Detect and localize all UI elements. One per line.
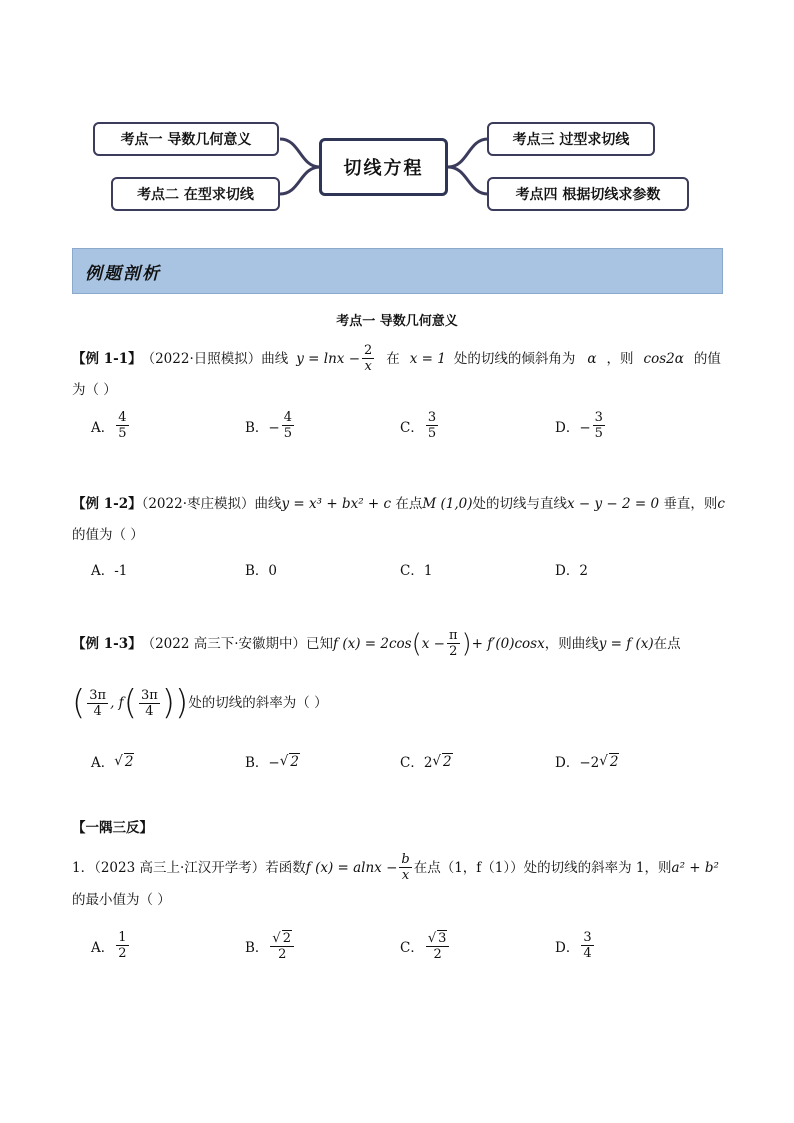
mindmap-center — [319, 138, 448, 196]
option-label: B．− — [245, 419, 280, 436]
radicand: 2 — [124, 753, 134, 770]
option-label: A． — [91, 939, 115, 956]
option-label: C． — [400, 419, 424, 436]
topic-label: 考点四 根据切线求参数 — [515, 187, 661, 203]
topic-box-4 — [487, 177, 689, 211]
example-source: （2022 高三下·安徽期中）已知 — [141, 635, 334, 652]
numerator: 3 — [427, 410, 437, 425]
topic-label: 考点一 导数几何意义 — [120, 132, 252, 148]
practice-q1-line2: 的最小值为（ ） — [72, 892, 171, 908]
option-d: D．2 — [555, 563, 588, 579]
denominator: 2 — [449, 644, 458, 659]
option-b: B． $\frac{√ 2}{2}$ — [245, 930, 296, 962]
numerator: 2 — [364, 343, 373, 358]
text: 在点 — [395, 496, 423, 512]
radicand: 3 — [438, 931, 447, 946]
option-c — [400, 410, 440, 441]
option-label: D．− — [555, 419, 591, 436]
topic-box-1 — [93, 122, 279, 156]
section-banner — [72, 248, 723, 294]
left-paren: ( — [72, 683, 86, 723]
topic-box-2 — [111, 177, 280, 211]
numerator: 1 — [118, 930, 127, 945]
option-label: C．2 — [400, 755, 433, 771]
numerator: 4 — [283, 410, 293, 425]
banner-title: 例题剖析 — [85, 264, 161, 284]
option-label: B．− — [245, 755, 280, 771]
option-a — [91, 930, 131, 961]
denominator: x — [401, 868, 410, 883]
numerator: 3π — [89, 687, 107, 703]
option-label: A． — [91, 419, 115, 436]
equation: y = x³ + bx² + c — [281, 496, 392, 512]
text: 在点（1，f（1））处的切线的斜率为 1，则 — [413, 859, 672, 876]
practice-q1-line1 — [72, 852, 719, 883]
option-d — [555, 930, 596, 961]
denominator: x — [364, 359, 372, 374]
text: ，则 — [606, 350, 634, 367]
topic-box-3 — [487, 122, 655, 156]
option-d — [555, 410, 607, 441]
topic-label: 考点三 过型求切线 — [512, 132, 630, 148]
option-b — [245, 410, 296, 441]
equation: x = 1 — [409, 350, 446, 367]
numerator: 4 — [118, 410, 127, 425]
option-a: A．-1 — [91, 563, 128, 579]
left-paren: ( — [411, 628, 422, 659]
denominator: 5 — [283, 426, 293, 441]
option-a: A． √ 2 — [91, 753, 134, 771]
text: 在点 — [653, 635, 681, 652]
denominator: 2 — [118, 946, 127, 961]
numerator: b — [401, 852, 410, 867]
option-a — [91, 410, 131, 441]
equation: x − y − 2 = 0 — [566, 496, 660, 512]
numerator: 3 — [594, 410, 603, 425]
equation: cos2α — [643, 350, 684, 367]
option-d: D．−2 √ 2 — [555, 753, 619, 771]
example-tag: 【例 1-3】 — [72, 635, 142, 652]
denominator: 5 — [427, 426, 437, 441]
topic-label: 考点二 在型求切线 — [137, 187, 254, 203]
denominator: 4 — [583, 946, 592, 961]
option-b: B．0 — [245, 563, 278, 579]
variable: c — [717, 496, 725, 512]
option-label: D．−2 — [555, 755, 600, 771]
equation: f (x) = 2cos — [333, 635, 412, 652]
equation: y = f (x) — [598, 635, 654, 652]
equation: a² + b² — [671, 859, 719, 876]
text: 处的切线的斜率为（ ） — [188, 695, 328, 711]
radicand: 2 — [282, 931, 291, 946]
example-1-2-line2: 的值为（ ） — [72, 527, 144, 543]
option-label: D． — [555, 939, 580, 956]
example-tag: 【例 1-2】 — [72, 496, 142, 512]
option-c: C．2 √ 2 — [400, 753, 452, 771]
denominator: 2 — [433, 947, 442, 962]
text: 的值 — [693, 350, 721, 367]
text: 处的切线与直线 — [472, 496, 567, 512]
text: 垂直，则 — [663, 496, 718, 512]
option-c: C． $\frac{√ 3}{2}$ — [400, 930, 451, 962]
radicand: 2 — [290, 753, 299, 770]
denominator: 5 — [118, 426, 127, 441]
center-label: 切线方程 — [343, 158, 424, 179]
question-prefix: 1．（2023 高三上·江汉开学考）若函数 — [72, 859, 306, 876]
practice-heading: 【一隅三反】 — [72, 820, 153, 836]
fraction — [362, 343, 374, 374]
radicand: 2 — [443, 753, 452, 770]
text: ，则曲线 — [544, 635, 599, 652]
left-paren: ( — [123, 683, 137, 723]
example-1-1-line2: 为（ ） — [72, 382, 117, 398]
denominator: 4 — [93, 703, 102, 719]
equation: x − — [421, 635, 445, 652]
option-b: B．− √ 2 — [245, 753, 299, 771]
example-source: （2022·枣庄模拟）曲线 — [141, 496, 282, 512]
radicand: 2 — [609, 753, 619, 770]
option-label: C． — [400, 940, 424, 956]
example-source: （2022·日照模拟）曲线 — [141, 350, 289, 367]
numerator: 3 — [583, 930, 592, 945]
equation: M (1,0) — [422, 496, 473, 512]
option-label: B． — [245, 940, 269, 956]
equation: y = lnx − — [296, 350, 360, 367]
numerator: 3π — [140, 687, 158, 703]
example-1-3-line1 — [72, 628, 681, 659]
right-paren: )) — [161, 683, 189, 723]
right-paren: ) — [461, 628, 472, 659]
example-1-3-line2 — [72, 683, 328, 723]
option-label: A． — [91, 755, 115, 771]
denominator: 2 — [278, 947, 287, 962]
denominator: 5 — [594, 426, 603, 441]
option-c: C．1 — [400, 563, 433, 579]
text: 在 — [386, 350, 400, 367]
alpha-symbol: α — [587, 350, 597, 367]
example-1-2-line1 — [72, 494, 725, 514]
example-1-1-line1 — [72, 343, 721, 374]
example-tag: 【例 1-1】 — [72, 350, 142, 367]
text: 处的切线的倾斜角为 — [453, 350, 576, 367]
denominator: 4 — [145, 703, 154, 719]
numerator: π — [448, 628, 458, 643]
equation: + f′(0)cosx — [471, 635, 545, 652]
equation: , f — [110, 695, 124, 711]
section-title: 考点一 导数几何意义 — [336, 314, 458, 329]
equation: f (x) = alnx − — [305, 859, 398, 876]
